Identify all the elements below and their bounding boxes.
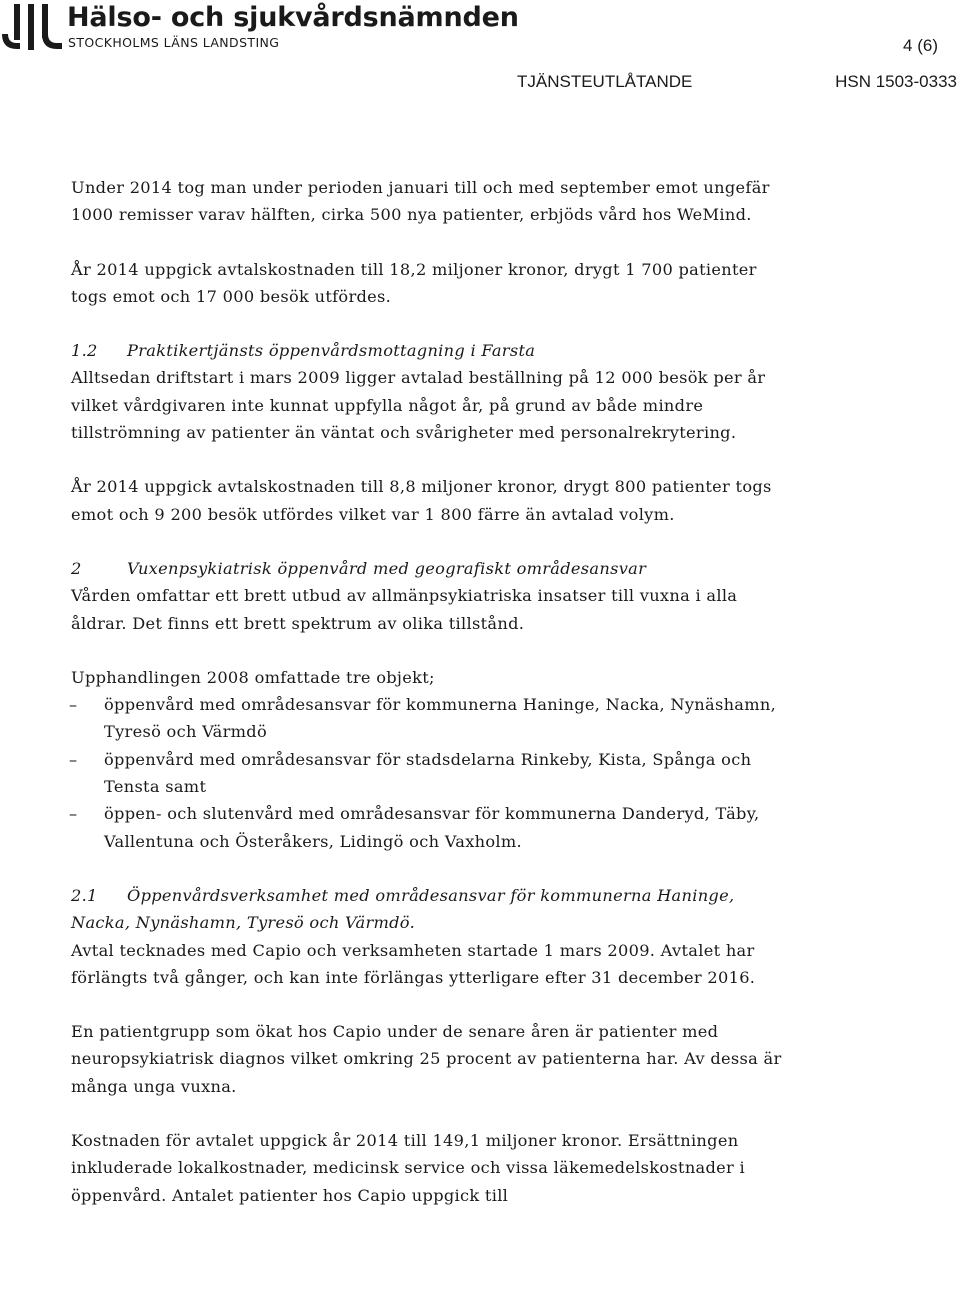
document-reference: HSN 1503-0333: [835, 72, 957, 91]
paragraph: Kostnaden för avtalet uppgick år 2014 till 149,1 miljoner kronor. Ersättningen inkluderade lokalkostnader, medicinsk service och vissa läkemedelskostnader i öppenvård. Antalet patienter hos Capio uppgick till: [71, 1131, 745, 1205]
paragraph: Upphandlingen 2008 omfattade tre objekt;: [71, 667, 435, 687]
org-subtitle: STOCKHOLMS LÄNS LANDSTING: [68, 35, 280, 50]
section-number: 1.2: [71, 341, 98, 361]
objects-list: [71, 691, 791, 855]
section-title: Praktikertjänsts öppenvårdsmottagning i Farsta: [127, 341, 536, 361]
paragraph: En patientgrupp som ökat hos Capio under de senare åren är patienter med neuropsykiatrisk diagnos vilket omkring 25 procent av patienterna har. Av dessa är många unga vuxna.: [71, 1022, 782, 1096]
document-type: TJÄNSTEUTLÅTANDE: [517, 72, 693, 91]
section-number: 2.1: [71, 885, 98, 905]
paragraph: Alltsedan driftstart i mars 2009 ligger avtalad beställning på 12 000 besök per år vilket vårdgivaren inte kunnat uppfylla något år, på grund av både mindre tillströmning av patienter än väntat och svårigheter med personalrekrytering.: [71, 368, 766, 443]
paragraph: Vården omfattar ett brett utbud av allmänpsykiatriska insatser till vuxna i alla åldrar. Det finns ett brett spektrum av olika tillstånd.: [71, 586, 738, 633]
list-item: – öppenvård med områdesansvar för stadsdelarna Rinkeby, Kista, Spånga och Tensta samt: [71, 746, 791, 801]
org-name: Hälso- och sjukvårdsnämnden: [67, 2, 519, 33]
section-number: 2: [71, 558, 82, 578]
paragraph: År 2014 uppgick avtalskostnaden till 8,8 miljoner kronor, drygt 800 patienter togs emot och 9 200 besök utfördes vilket var 1 800 färre än avtalad volym.: [71, 477, 772, 524]
paragraph: År 2014 uppgick avtalskostnaden till 18,2 miljoner kronor, drygt 1 700 patienter togs emot och 17 000 besök utfördes.: [71, 259, 757, 306]
page-number: 4 (6): [903, 36, 938, 55]
paragraph: Avtal tecknades med Capio och verksamheten startade 1 mars 2009. Avtalet har förlängts två gånger, och kan inte förlängas ytterligare efter 31 december 2016.: [71, 940, 756, 987]
sll-logo-icon: [2, 4, 62, 50]
paragraph: Under 2014 tog man under perioden januari till och med september emot ungefär 1000 remisser varav hälften, cirka 500 nya patienter, erbjöds vård hos WeMind.: [71, 178, 770, 225]
section-title: Öppenvårdsverksamhet med områdesansvar för kommunerna Haninge, Nacka, Nynäshamn, Tyresö och Värmdö.: [71, 885, 735, 933]
section-heading-1-2: [71, 337, 791, 364]
list-item: – öppen- och slutenvård med områdesansvar för kommunerna Danderyd, Täby, Vallentuna och Österåkers, Lidingö och Vaxholm.: [71, 800, 791, 855]
section-heading-2-1: [71, 882, 791, 937]
section-title: Vuxenpsykiatrisk öppenvård med geografiskt områdesansvar: [127, 558, 647, 578]
document-body: [71, 174, 791, 1209]
list-item: – öppenvård med områdesansvar för kommunerna Haninge, Nacka, Nynäshamn, Tyresö och Värmdö: [71, 691, 791, 746]
section-heading-2: [71, 555, 791, 582]
